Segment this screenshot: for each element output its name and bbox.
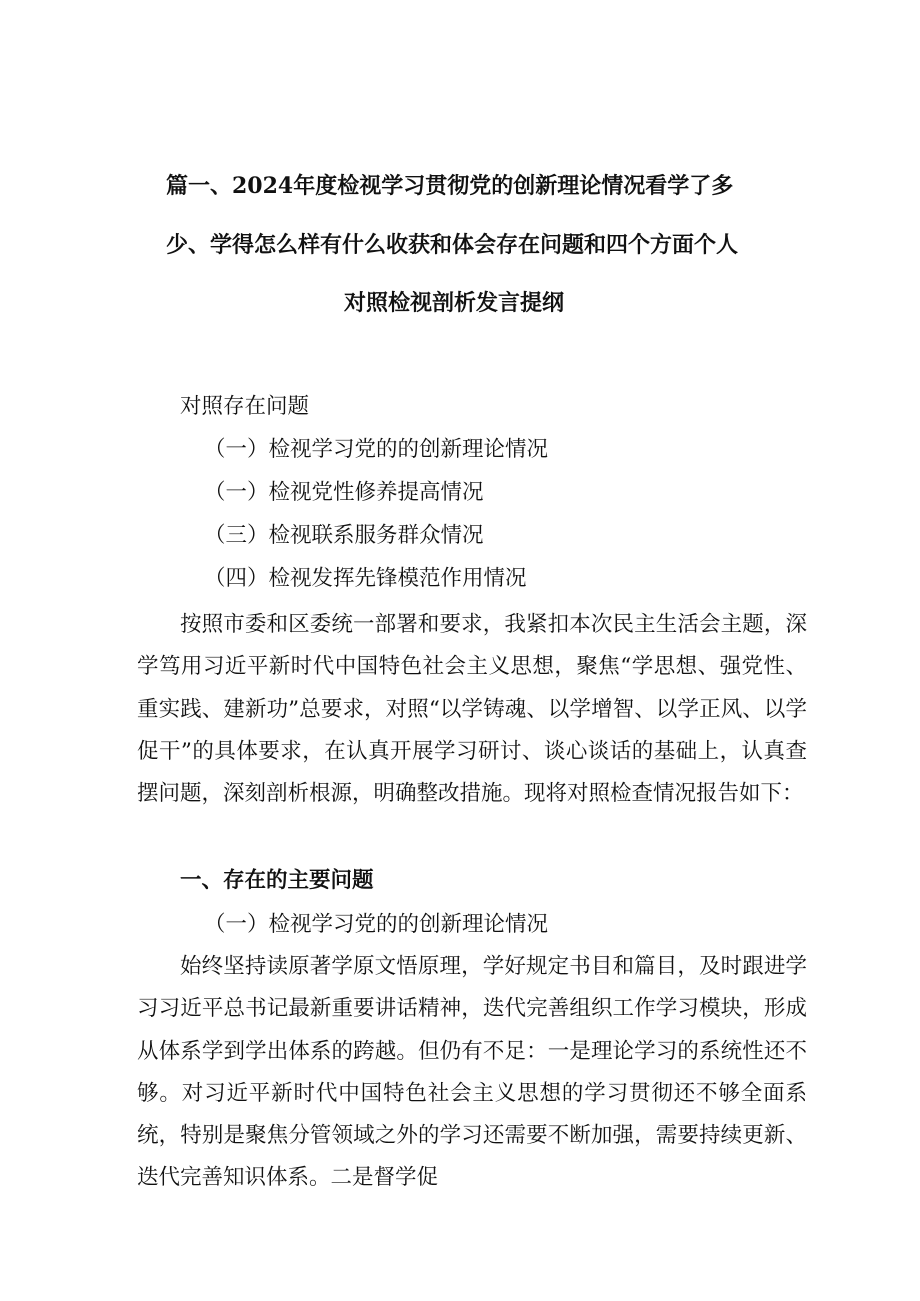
section-heading: 一、存在的主要问题 <box>180 868 374 893</box>
outline-item-2: （一）检视党性修养提高情况 <box>204 480 484 505</box>
outline-item-1: （一）检视学习党的的创新理论情况 <box>204 437 549 462</box>
body-paragraph: 始终坚持读原著学原文悟原理，学好规定书目和篇目，及时跟进学习习近平总书记最新重要讲话精神，迭代完善组织工作学习模块，形成从体系学到学出体系的跨越。但仍有不足：一是理论学习的系统性还不够。对习近平新时代中国特色社会主义思想的学习贯彻还不够全面系统，特别是聚焦分管领域之外的学习还需要不断加强，需要持续更新、迭代完善知识体系。二是督学促 <box>137 954 807 1191</box>
document-title-line-2: 少、学得怎么样有什么收获和体会存在问题和四个方面个人 <box>166 232 739 258</box>
document-title-line-1: 篇一、2024年度检视学习贯彻党的创新理论情况看学了多 <box>166 173 734 199</box>
subsection-heading: （一）检视学习党的的创新理论情况 <box>204 912 549 937</box>
outline-heading: 对照存在问题 <box>180 394 310 419</box>
outline-item-3: （三）检视联系服务群众情况 <box>204 523 484 548</box>
intro-paragraph: 按照市委和区委统一部署和要求，我紧扣本次民主生活会主题，深学笃用习近平新时代中国特色社会主义思想，聚焦“学思想、强党性、重实践、建新功”总要求，对照“以学铸魂、以学增智、以学正风、以学促干”的具体要求，在认真开展学习研讨、谈心谈话的基础上，认真查摆问题，深刻剖析根源，明确整改措施。现将对照检查情况报告如下： <box>137 612 807 807</box>
document-title-line-3: 对照检视剖析发言提纲 <box>344 290 565 316</box>
outline-item-4: （四）检视发挥先锋模范作用情况 <box>204 566 527 591</box>
